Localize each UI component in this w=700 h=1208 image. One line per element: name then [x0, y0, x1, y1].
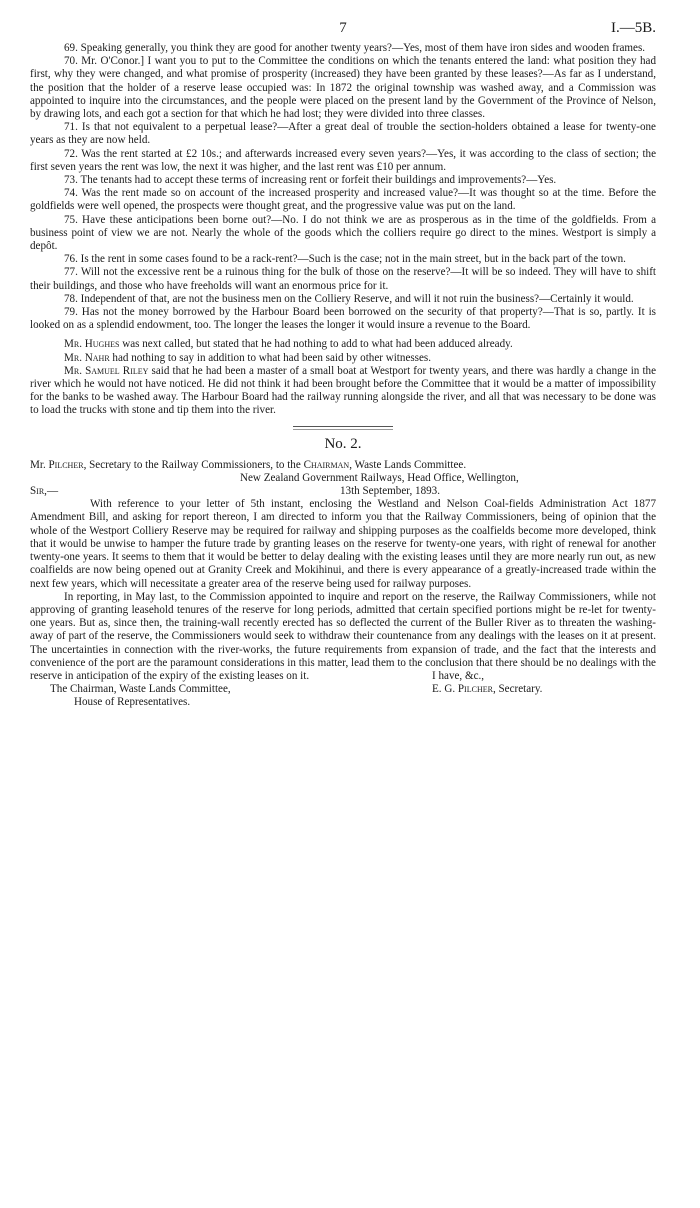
- letter-address: New Zealand Government Railways, Head Office, Wellington,: [240, 471, 519, 484]
- letter-heading: [30, 459, 656, 472]
- addressee-line-2: House of Representatives.: [74, 696, 191, 709]
- witness-hughes: [30, 338, 656, 351]
- page-number: 7: [339, 20, 347, 36]
- document-page: [30, 20, 656, 710]
- heading-suffix: , Waste Lands Committee.: [349, 458, 467, 471]
- witness-riley: [30, 365, 656, 418]
- closing-row: [30, 670, 656, 683]
- letter-date: 13th September, 1893.: [340, 485, 441, 498]
- question-74: 74. Was the rent made so on account of the increased prosperity and increased value?—It was thought so at the time. Before the goldfields were well opened, the prospects were thought great, and the progressive value was put on the land.: [30, 187, 656, 213]
- signature-title: , Secretary.: [492, 683, 543, 696]
- closing: I have, &c.,: [432, 669, 485, 682]
- heading-prefix: Mr.: [30, 458, 49, 471]
- document-reference: I.—5B.: [611, 20, 656, 36]
- addressee-line-1: The Chairman, Waste Lands Committee,: [50, 683, 231, 696]
- letter-no-2: [30, 436, 656, 710]
- question-list: [30, 42, 656, 332]
- signature-name: E. G. Pilcher: [432, 683, 493, 696]
- question-69: 69. Speaking generally, you think they are good for another twenty years?—Yes, most of them have iron sides and wooden frames.: [64, 42, 646, 54]
- question-73: 73. The tenants had to accept these terms of increasing rent or forfeit their buildings and improvements?—Yes.: [64, 174, 557, 187]
- question-70: 70. Mr. O'Conor.] I want you to put to the Committee the conditions on which the tenants entered the land: what position they had first, why they were changed, and what promise of prosperity (increased) they have been granted by these leases?—As far as I understand, the position that the holder of a reserve lease occupied was: In 1872 the original township was washed away, and a Commission was appointed to inquire into the circumstances, and the people were placed on the present land by the Government of the Province of Nelson, by drawing lots, and each got a section for that which he had lost; they were divided into three classes.: [30, 55, 656, 121]
- question-79: 79. Has not the money borrowed by the Harbour Board been borrowed on the security of that property?—That is so, partly. It is looked on as a splendid endowment, too. The longer the leases the longer it would insure a revenue to the Board.: [30, 306, 656, 332]
- witness-statements: [30, 338, 656, 417]
- question-71: 71. Is that not equivalent to a perpetual lease?—After a great deal of trouble the section-holders obtained a lease for twenty-one years as they are now held.: [30, 121, 656, 147]
- witness-name: Mr. Samuel Riley: [64, 364, 149, 377]
- heading-from: Pilcher: [48, 458, 84, 471]
- letter-paragraph-2: In reporting, in May last, to the Commission appointed to inquire and report on the reserve, the Railway Commissioners, while not approving of granting leasehold tenures of the reserve for long periods, admitted that certain specified portions might be re-let for twenty-one years. But as, since then, the training-wall recently erected has so deflected the current of the Buller River as to threaten the washing-away of part of the reserve, the Commissioners would seek to withdraw their countenance from any dealings with the leases on it at present. The uncertainties in connection with the river-works, the future requirements from expansion of trade, and the fact that the interests and convenience of the port are the paramount considerations in this matter, lead them to the conclusion that there should be no dealings with the reserve in anticipation of the expiry of the existing leases on it.: [30, 590, 656, 682]
- question-78: 78. Independent of that, are not the business men on the Colliery Reserve, and will it not ruin the business?—Certainly it would.: [64, 292, 634, 305]
- witness-name: Mr. Nahr: [64, 351, 110, 364]
- section-divider: [293, 426, 393, 430]
- witness-nahr: [30, 352, 656, 365]
- question-76: 76. Is the rent in some cases found to be a rack-rent?—Such is the case; not in the main street, but in the back part of the town.: [64, 253, 626, 266]
- witness-text: said that he had been a master of a small boat at Westport for twenty years, and there was hardly a change in the river which he would not have noticed. He did not think it had been brought before the Committee that it would be a matter of impossibility for the banks to be washed away. The Harbour Board had the railway running alongside the river, and all that was necessary to be done was to load the trucks with stone and tip them into the river.: [30, 364, 656, 417]
- letter-paragraph-1: With reference to your letter of 5th instant, enclosing the Westland and Nelson Coal-fields Administration Act 1877 Amendment Bill, and asking for report thereon, I am directed to inform you that the Railway Commissioners, being of opinion that the whole of the Westport Colliery Reserve may be required for railway and shipping purposes as the coalfields become more developed, think that it would be unwise to hamper the future trade by granting leases on the reserve for twenty-one years, with right of renewal for another twenty-one years. It seems to them that it would be better to delay dealing with the existing leases until they are more nearly run out, as new coalfields are now being opened out at Granity Creek and Mokihinui, and there is every appearance of a greatly-increased trade within the next few years, which will necessitate a greater area of the reserve being used for railway purposes.: [30, 498, 656, 590]
- witness-text: had nothing to say in addition to what had been said by other witnesses.: [109, 351, 432, 364]
- signature: [432, 683, 542, 696]
- witness-text: was next called, but stated that he had nothing to add to what had been adduced already.: [119, 338, 513, 351]
- question-75: 75. Have these anticipations been borne out?—No. I do not think we are as prosperous as in the time of the goldfields. From a business point of view we are not. Nearly the whole of the goods which the colliers require go direct to the mines. Westport is simply a depôt.: [30, 213, 656, 253]
- heading-to: Chairman: [303, 458, 350, 471]
- question-77: 77. Will not the excessive rent be a ruinous thing for the bulk of those on the reserve?—It will be so indeed. They will have to shift their buildings, and those who have freeholds will want an enormous price for it.: [30, 266, 656, 292]
- signature-row: [30, 683, 656, 696]
- letter-number: No. 2.: [324, 435, 362, 452]
- witness-name: Mr. Hughes: [64, 338, 120, 351]
- salutation: Sir,—: [30, 485, 59, 498]
- page-header: [30, 20, 656, 42]
- question-72: 72. Was the rent started at £2 10s.; and afterwards increased every seven years?—Yes, it was according to the class of section; the first seven years the rent was low, the next it was higher, and the last rent was £10 per annum.: [30, 147, 656, 173]
- heading-mid: , Secretary to the Railway Commissioners, to the: [83, 458, 304, 471]
- addressee-row: [30, 696, 656, 709]
- salutation-row: [30, 485, 656, 498]
